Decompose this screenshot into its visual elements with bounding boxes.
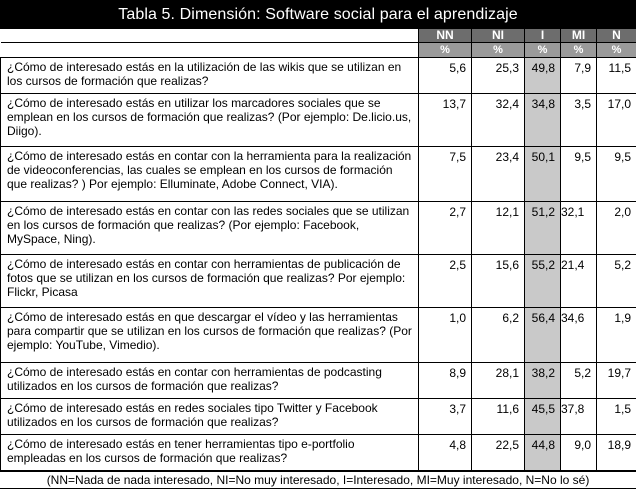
value-nn: 1,0	[419, 308, 472, 363]
table-row	[1, 363, 636, 399]
table-row	[1, 308, 636, 363]
question-cell: ¿Cómo de interesado estás en redes sociales tipo Twitter y Facebook utilizados en los cursos de formación que realizas?	[1, 399, 419, 435]
value-n: 2,0	[597, 202, 636, 255]
table-row	[1, 399, 636, 435]
value-mi: 21,4	[561, 255, 597, 308]
value-nn: 8,9	[419, 363, 472, 399]
value-i: 50,1	[525, 147, 561, 202]
unit-ni: %	[472, 43, 525, 58]
unit-i: %	[525, 43, 561, 58]
value-ni: 6,2	[472, 308, 525, 363]
value-ni: 23,4	[472, 147, 525, 202]
value-nn: 3,7	[419, 399, 472, 435]
value-n: 1,9	[597, 308, 636, 363]
value-mi: 32,1	[561, 202, 597, 255]
value-i: 49,8	[525, 58, 561, 94]
value-mi: 37,8	[561, 399, 597, 435]
value-nn: 2,7	[419, 202, 472, 255]
value-mi: 7,9	[561, 58, 597, 94]
value-i: 55,2	[525, 255, 561, 308]
value-ni: 28,1	[472, 363, 525, 399]
value-i: 38,2	[525, 363, 561, 399]
data-table	[0, 29, 636, 471]
question-cell: ¿Cómo de interesado estás en la utilización de las wikis que se utilizan en los cursos de formación que realizas?	[1, 58, 419, 94]
value-i: 34,8	[525, 94, 561, 147]
value-nn: 7,5	[419, 147, 472, 202]
value-ni: 25,3	[472, 58, 525, 94]
value-ni: 22,5	[472, 435, 525, 471]
question-cell: ¿Cómo de interesado estás en contar con herramientas de publicación de fotos que se utilizan en los cursos de formación que realizas? Por ejemplo: Flickr, Picasa	[1, 255, 419, 308]
value-nn: 2,5	[419, 255, 472, 308]
question-cell: ¿Cómo de interesado estás en contar con la herramienta para la realización de videoconferencias, las cuales se emplean en los cursos de formación que realizas? ) Por ejemplo: Elluminate, Adobe Connect, VIA).	[1, 147, 419, 202]
value-nn: 4,8	[419, 435, 472, 471]
col-header-nn: NN	[419, 29, 472, 43]
value-n: 17,0	[597, 94, 636, 147]
header-blank	[1, 29, 419, 43]
value-ni: 15,6	[472, 255, 525, 308]
question-cell: ¿Cómo de interesado estás en contar con herramientas de podcasting utilizados en los cursos de formación que realizas?	[1, 363, 419, 399]
header-row	[1, 29, 636, 43]
value-mi: 9,0	[561, 435, 597, 471]
value-mi: 3,5	[561, 94, 597, 147]
table-row	[1, 435, 636, 471]
table-row	[1, 58, 636, 94]
value-i: 45,5	[525, 399, 561, 435]
value-mi: 9,5	[561, 147, 597, 202]
table-row	[1, 255, 636, 308]
unit-n: %	[597, 43, 636, 58]
col-header-mi: MI	[561, 29, 597, 43]
table-footnote: (NN=Nada de nada interesado, NI=No muy interesado, I=Interesado, MI=Muy interesado, N=No lo sé)	[0, 471, 636, 489]
value-mi: 34,6	[561, 308, 597, 363]
value-nn: 5,6	[419, 58, 472, 94]
table-title: Tabla 5. Dimensión: Software social para el aprendizaje	[0, 0, 636, 29]
col-header-i: I	[525, 29, 561, 43]
value-mi: 5,2	[561, 363, 597, 399]
table-row	[1, 94, 636, 147]
unit-mi: %	[561, 43, 597, 58]
question-cell: ¿Cómo de interesado estás en contar con las redes sociales que se utilizan en los cursos de formación que realizas? (Por ejemplo: Facebook, MySpace, Ning).	[1, 202, 419, 255]
value-n: 19,7	[597, 363, 636, 399]
value-n: 1,5	[597, 399, 636, 435]
unit-nn: %	[419, 43, 472, 58]
value-n: 5,2	[597, 255, 636, 308]
value-ni: 12,1	[472, 202, 525, 255]
unit-row	[1, 43, 636, 58]
question-cell: ¿Cómo de interesado estás en tener herramientas tipo e-portfolio empleadas en los cursos de formación que realizas?	[1, 435, 419, 471]
value-n: 18,9	[597, 435, 636, 471]
question-cell: ¿Cómo de interesado estás en que descargar el vídeo y las herramientas para compartir que se utilizan en los cursos de formación que realizas? (Por ejemplo: YouTube, Vimedio).	[1, 308, 419, 363]
value-ni: 32,4	[472, 94, 525, 147]
table-row	[1, 202, 636, 255]
table-row	[1, 147, 636, 202]
question-cell: ¿Cómo de interesado estás en utilizar los marcadores sociales que se emplean en los cursos de formación que realizas? (Por ejemplo: De.licio.us, Diigo).	[1, 94, 419, 147]
col-header-n: N	[597, 29, 636, 43]
col-header-ni: NI	[472, 29, 525, 43]
value-ni: 11,6	[472, 399, 525, 435]
unit-blank	[1, 43, 419, 58]
value-nn: 13,7	[419, 94, 472, 147]
value-i: 44,8	[525, 435, 561, 471]
value-n: 11,5	[597, 58, 636, 94]
value-n: 9,5	[597, 147, 636, 202]
value-i: 51,2	[525, 202, 561, 255]
value-i: 56,4	[525, 308, 561, 363]
